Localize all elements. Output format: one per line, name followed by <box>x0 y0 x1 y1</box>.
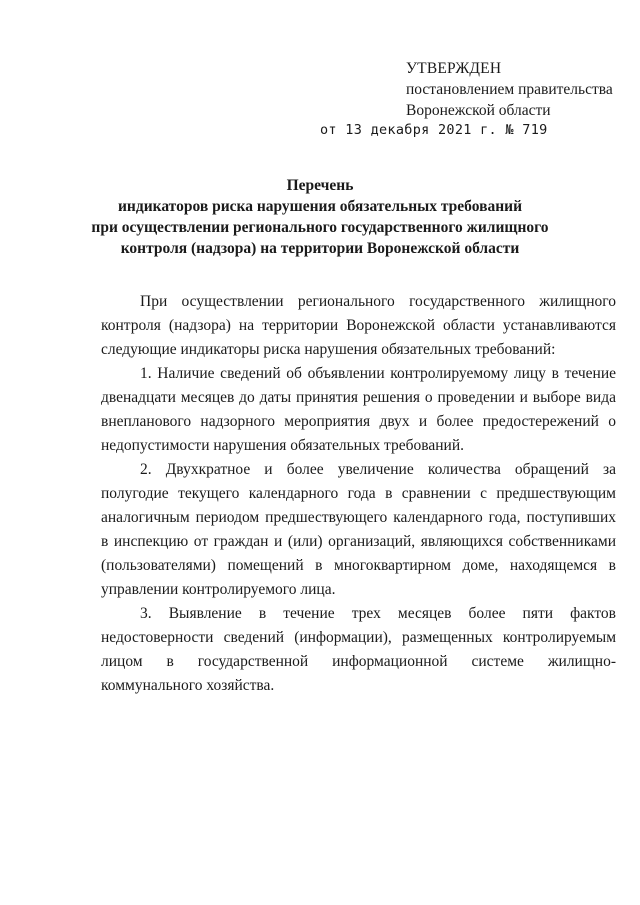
document-title <box>80 175 560 259</box>
title-line-1: Перечень <box>286 177 354 194</box>
indicator-item-1: 1. Наличие сведений об объявлении контролируемому лицу в течение двенадцати месяцев до даты принятия решения о проведении и выборе вида внепланового надзорного мероприятия двух и более предостережений о недопустимости нарушения обязательных требований. <box>101 365 616 454</box>
document-body <box>101 290 616 698</box>
indicator-item-2: 2. Двухкратное и более увеличение количества обращений за полугодие текущего календарного года в сравнении с предшествующим аналогичным периодом предшествующего календарного года, поступивших в инспекцию от граждан и (или) организаций, являющихся собственниками (пользователями) помещений в многоквартирном доме, находящемся в управлении контролируемого лица. <box>101 461 616 598</box>
approval-date: от 13 декабря 2021 г. № 719 <box>320 122 548 138</box>
approval-title: УТВЕРЖДЕН <box>406 60 502 77</box>
title-line-3: при осуществлении регионального государственного жилищного <box>91 219 549 236</box>
approval-stamp <box>406 58 613 121</box>
intro-paragraph: При осуществлении регионального государственного жилищного контроля (надзора) на территории Воронежской области устанавливаются следующие индикаторы риска нарушения обязательных требований: <box>101 293 616 358</box>
title-line-4: контроля (надзора) на территории Воронежской области <box>120 240 520 257</box>
approval-region-line: Воронежской области <box>406 102 551 119</box>
approval-authority-line: постановлением правительства <box>406 81 613 98</box>
title-line-2: индикаторов риска нарушения обязательных требований <box>118 198 522 215</box>
indicator-item-3: 3. Выявление в течение трех месяцев более пяти фактов недостоверности сведений (информации), размещенных контролируемым лицом в государственной информационной системе жилищно-коммунального хозяйства. <box>101 605 616 694</box>
